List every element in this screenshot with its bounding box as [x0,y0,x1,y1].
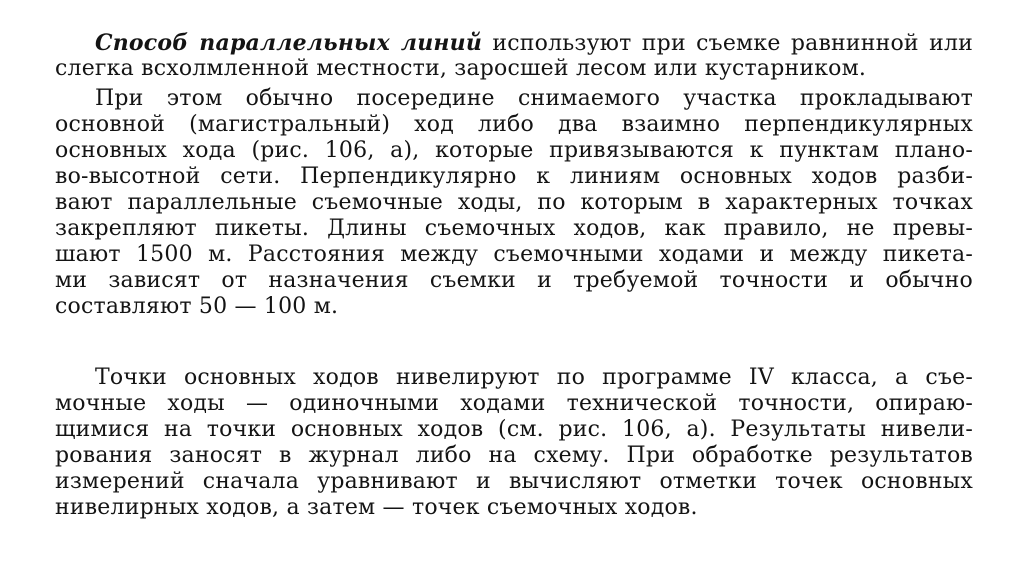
paragraph-1-line-1-text: используют при съемке равнинной или [482,31,973,56]
paragraph-3-line-3: щимися на точки основных ходов (см. рис. 106, а). Результаты нивели- [55,417,973,442]
paragraph-2-line-4: во-высотной сети. Перпендикулярно к линиям основных ходов разби- [55,164,973,189]
paragraph-3-line-6: нивелирных ходов, а затем — точек съемочных ходов. [55,495,698,520]
paragraph-3-line-4: рования заносят в журнал либо на схему. При обработке результатов [55,443,973,468]
paragraph-2-line-8: ми зависят от назначения съемки и требуемой точности и обычно [55,268,973,293]
paragraph-2-line-6: закрепляют пикеты. Длины съемочных ходов, как правило, не превы- [55,216,973,241]
paragraph-2 [55,86,973,320]
paragraph-3 [55,365,973,521]
paragraph-2-line-9: составляют 50 — 100 м. [55,294,339,319]
paragraph-1-term: Способ параллельных линий [95,30,483,56]
paragraph-1 [55,30,973,82]
paragraph-2-line-2: основной (магистральный) ход либо два взаимно перпендикулярных [55,112,973,137]
paragraph-1-line-1 [55,30,973,56]
paragraph-2-line-1: При этом обычно посередине снимаемого участка прокладывают [95,86,973,111]
paragraph-2-line-7: шают 1500 м. Расстояния между съемочными ходами и между пикета- [55,242,973,267]
paragraph-3-line-1: Точки основных ходов нивелируют по программе IV класса, а съе- [95,365,973,390]
paragraph-2-line-5: вают параллельные съемочные ходы, по которым в характерных точках [55,190,973,215]
paragraph-3-line-5: измерений сначала уравнивают и вычисляют отметки точек основных [55,469,973,494]
paragraph-2-line-3: основных хода (рис. 106, а), которые привязываются к пунктам плано- [55,138,973,163]
paragraph-1-line-2: слегка всхолмленной местности, заросшей лесом или кустарником. [55,56,867,81]
paragraph-3-line-2: мочные ходы — одиночными ходами технической точности, опираю- [55,391,973,416]
